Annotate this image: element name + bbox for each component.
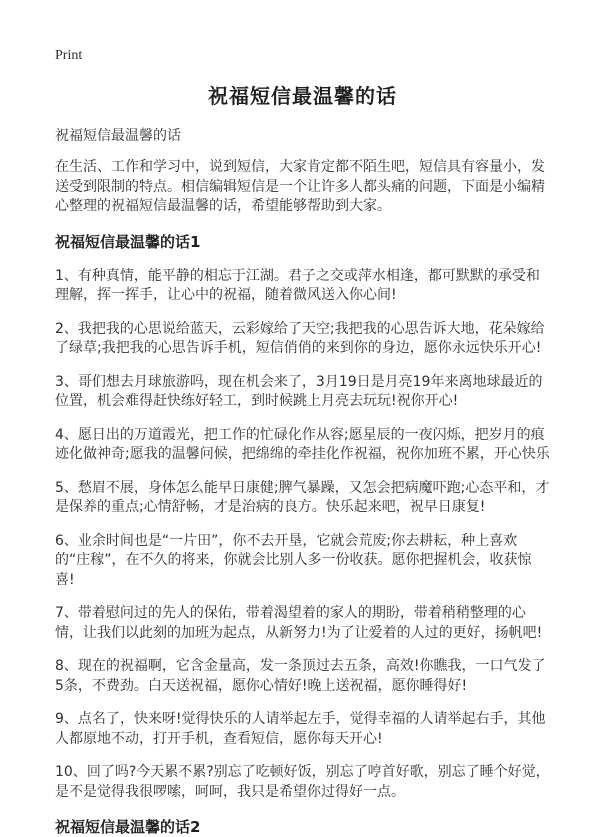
page-title: 祝福短信最温馨的话 — [208, 84, 397, 108]
blessing-item-8: 8、现在的祝福啊，它含金量高，发一条顶过去五条，高效!你瞧我，一口气发了5条，不费劲。白天送祝福，愿你心情好!晚上送祝福，愿你睡得好! — [55, 658, 546, 694]
blessing-item-9: 9、点名了，快来呀!觉得快乐的人请举起左手，觉得幸福的人请举起右手，其他人都原地不动，打开手机，查看短信，愿你每天开心! — [55, 711, 546, 747]
blessing-item-6: 6、业余时间也是“一片田”，你不去开垦，它就会荒废;你去耕耘，种上喜欢的“庄稼”，在不久的将来，你就会比别人多一份收获。愿你把握机会，收获惊喜! — [55, 532, 532, 588]
print-button[interactable]: Print — [55, 48, 83, 63]
section-heading-1: 祝福短信最温馨的话1 — [55, 232, 201, 251]
intro-paragraph: 在生活、工作和学习中，说到短信，大家肯定都不陌生吧，短信具有容量小，发送受到限制的特点。相信编辑短信是一个让许多人都头痛的问题，下面是小编精心整理的祝福短信最温馨的话，希望能够帮助到大家。 — [55, 159, 545, 214]
blessing-item-1: 1、有种真情，能平静的相忘于江湖。君子之交或萍水相逢，都可默默的承受和理解，挥一挥手，让心中的祝福，随着微风送入你心间! — [55, 267, 540, 303]
blessing-item-2: 2、我把我的心思说给蓝天，云彩嫁给了天空;我把我的心思告诉大地，花朵嫁给了绿草;我把我的心思告诉手机，短信俏俏的来到你的身边，愿你永远快乐开心! — [55, 320, 545, 356]
blessing-item-3: 3、哥们想去月球旅游吗，现在机会来了，3月19日是月亮19年来离地球最近的位置，机会难得赶快练好轻工，到时候跳上月亮去玩玩!祝你开心! — [55, 373, 543, 409]
blessing-item-5: 5、愁眉不展，身体怎么能早日康健;脾气暴躁，又怎会把病魔吓跑;心态平和，才是保养的重点;心情舒畅，才是治病的良方。快乐起来吧，祝早日康复! — [55, 479, 550, 515]
section-heading-2: 祝福短信最温馨的话2 — [55, 818, 201, 836]
blessing-item-7: 7、带着慰问过的先人的保佑，带着渴望着的家人的期盼，带着稍稍整理的心情，让我们以此刻的加班为起点，从新努力!为了让爱着的人过的更好，扬帆吧! — [55, 605, 543, 641]
document-subtitle: 祝福短信最温馨的话 — [55, 128, 181, 144]
blessing-item-4: 4、愿日出的万道霞光，把工作的忙碌化作从容;愿星辰的一夜闪烁，把岁月的痕迹化做神奇;愿我的温馨问候，把绵绵的牵挂化作祝福，祝你加班不累，开心快乐 — [55, 426, 550, 462]
blessing-item-10: 10、回了吗?今天累不累?别忘了吃顿好饭，别忘了哼首好歌，别忘了睡个好觉，是不是觉得我很啰嗦，呵呵，我只是希望你过得好一点。 — [55, 764, 550, 800]
